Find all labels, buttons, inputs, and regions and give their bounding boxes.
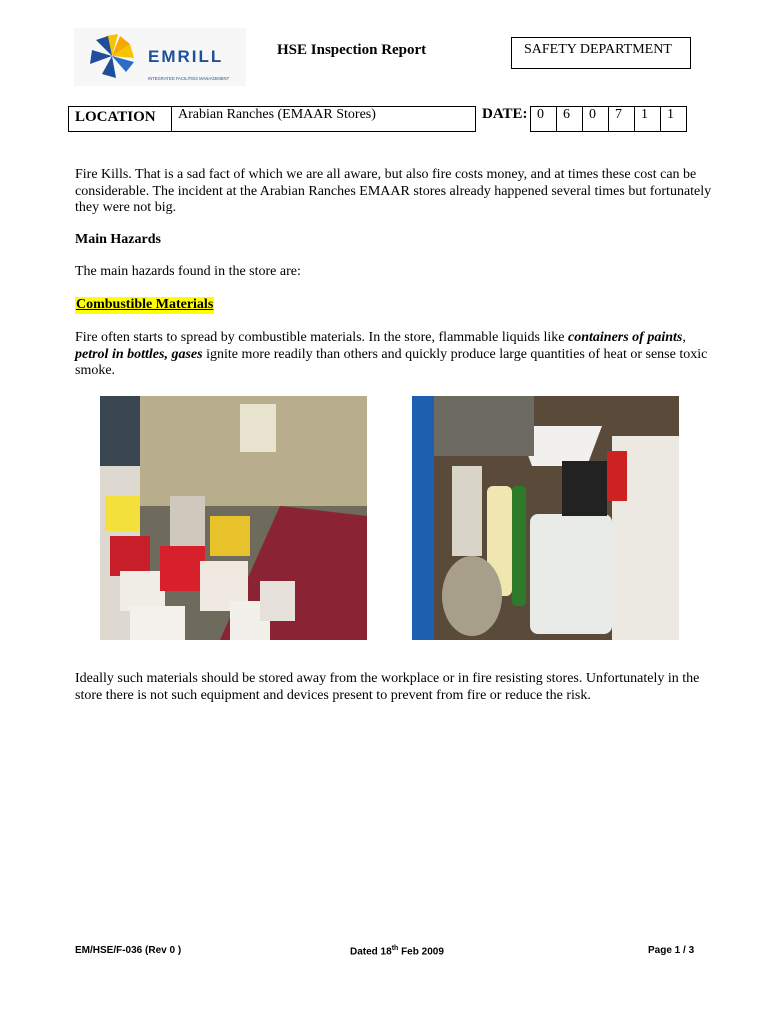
date-digit: 1 [660, 106, 687, 132]
location-value: Arabian Ranches (EMAAR Stores) [171, 106, 476, 132]
report-title: HSE Inspection Report [277, 42, 427, 58]
form-code: EM/HSE/F-036 (Rev 0 ) [75, 945, 182, 956]
location-label: LOCATION [68, 106, 172, 132]
footer-date-prefix: Dated 18 [350, 946, 392, 958]
fire-para-comma: , [682, 330, 686, 345]
page-number: Page 1 / 3 [648, 945, 695, 956]
date-digit-boxes [531, 106, 687, 132]
fire-paragraph [75, 330, 715, 380]
closing-paragraph: Ideally such materials should be stored away from the workplace or in fire resisting stores. Unfortunately in the store there is not such equipment and devices present to prevent from fire or reduce the risk. [75, 671, 700, 703]
photo-flammable-liquids [412, 396, 679, 640]
hazards-intro-text: The main hazards found in the store are: [75, 264, 301, 279]
emphasis-paint-containers: containers of paints [568, 330, 683, 345]
department-box: SAFETY DEPARTMENT [511, 37, 691, 69]
fire-para-end: ignite more readily than others and quickly produce large quantities of heat or sense toxic smoke. [75, 346, 708, 378]
footer-date-suffix: Feb 2009 [398, 946, 444, 958]
main-hazards-heading: Main Hazards [75, 232, 161, 247]
paint-cans-photo-image [100, 396, 367, 640]
emrill-logo [74, 28, 246, 86]
date-digit: 1 [634, 106, 661, 132]
emphasis-petrol-gases: petrol in bottles, gases [75, 346, 203, 362]
date-digit: 6 [556, 106, 583, 132]
date-label: DATE: [482, 106, 528, 122]
emrill-logo-mark [74, 28, 246, 86]
flammable-bottles-photo-image [412, 396, 679, 640]
combustible-materials-heading: Combustible Materials [76, 297, 214, 312]
footer-date-sup: th [391, 945, 399, 952]
logo-wordmark: EMRILL [148, 47, 224, 66]
intro-paragraph: Fire Kills. That is a sad fact of which we are all aware, but also fire costs money, and at times these cost can be considerable. The incident at the Arabian Ranches EMAAR stores already happened several times but fortunately they were not big. [75, 167, 712, 215]
date-digit: 0 [582, 106, 609, 132]
fire-para-start: Fire often starts to spread by combustible materials. In the store, flammable liquids like [75, 330, 568, 345]
date-digit: 7 [608, 106, 635, 132]
date-digit: 0 [530, 106, 557, 132]
footer-date [350, 945, 444, 957]
logo-tagline: INTEGRATED FACILITIES MANAGEMENT [148, 76, 230, 81]
photo-paint-store [100, 396, 367, 640]
